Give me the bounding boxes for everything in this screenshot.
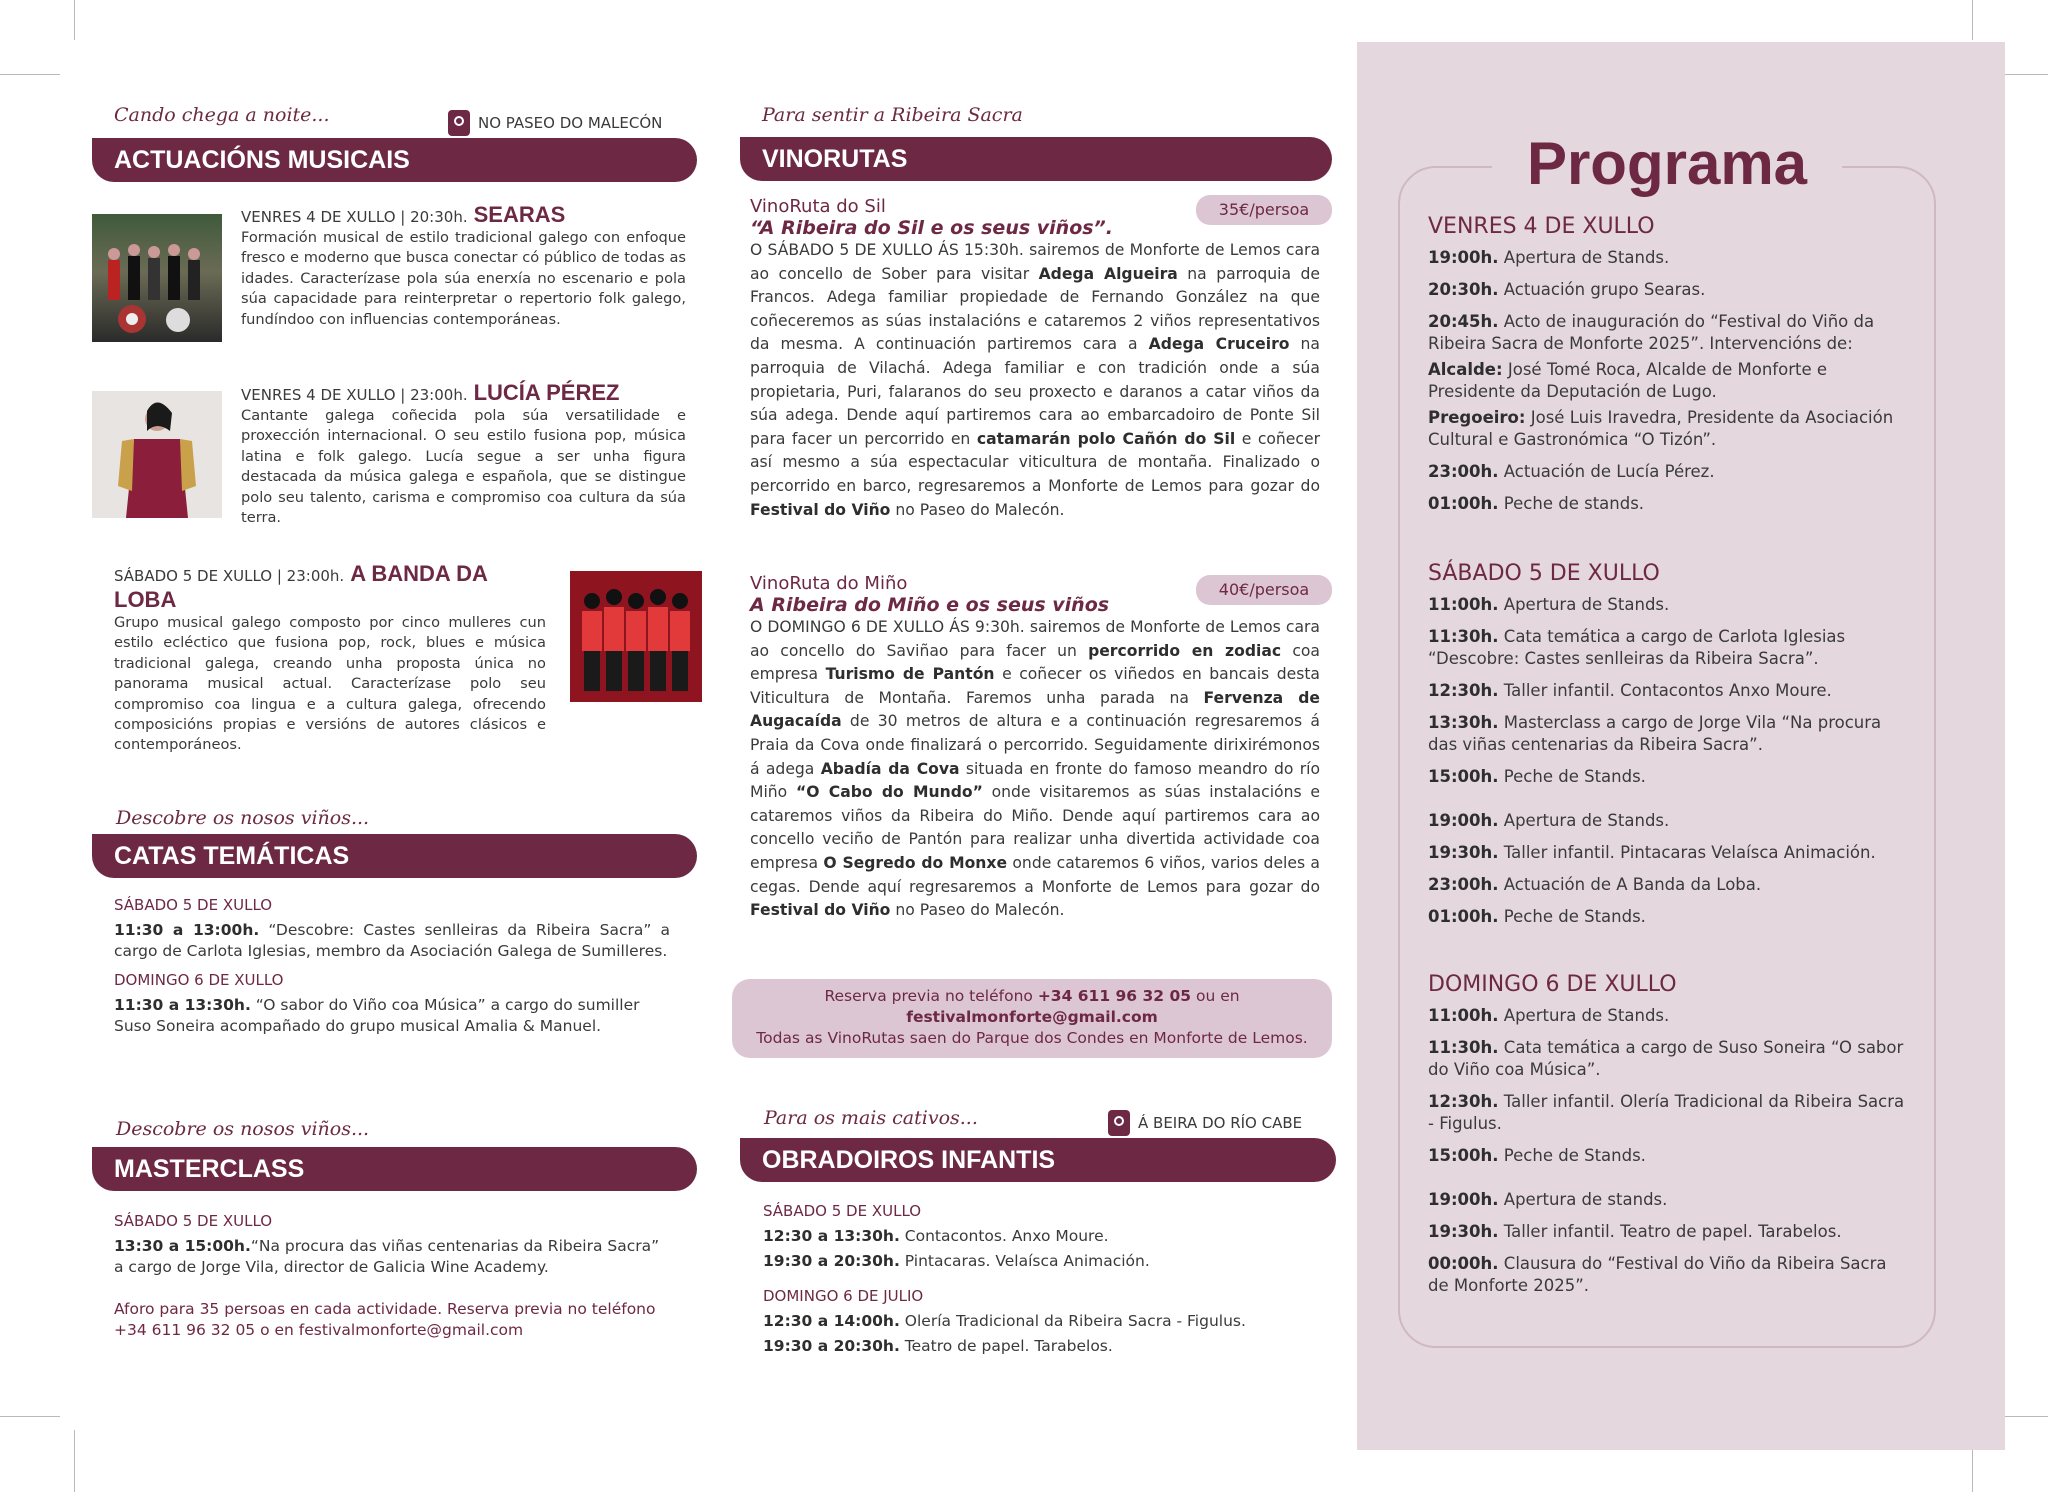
programa-item-time: 11:30h. <box>1428 1038 1499 1057</box>
vinorutas-title-bar: VINORUTAS <box>740 137 1332 181</box>
programa-item-time: 15:00h. <box>1428 1146 1499 1165</box>
text-run: onde cataremos 6 viños, varios deles a cegas. Dende aquí regresaremos a Monforte de Lemos para gozar do <box>750 853 1320 896</box>
vinoruta-sil-text <box>750 239 1320 522</box>
item-time: 12:30 a 13:30h. <box>763 1227 900 1245</box>
searas-description: Formación musical de estilo tradicional galego con enfoque fresco e moderno que busca conectar có público de todas as idades. Caracterízase pola súa enerxía no escenario e pola súa capacidade para reinterpretar o repertorio folk galego, fundíndoo con influencias contemporáneas. <box>241 229 686 328</box>
programa-item <box>1428 1145 1908 1167</box>
programa-item-text: Actuación de A Banda da Loba. <box>1503 875 1762 894</box>
programa-item-text: Acto de inauguración do “Festival do Viño da Ribeira Sacra de Monforte 2025”. Intervencións de: <box>1428 312 1875 353</box>
programa-item <box>1428 766 1908 788</box>
catas-day-1: SÁBADO 5 DE XULLO <box>114 896 273 914</box>
lucia-perez-header <box>241 380 686 406</box>
lucia-perez-photo <box>92 391 222 518</box>
catas-item-2-time: 11:30 a 13:30h. <box>114 996 251 1014</box>
item-text: Pintacaras. Velaísca Animación. <box>904 1251 1150 1270</box>
vinoruta-mino-subtitle: A Ribeira do Miño e os seus viños <box>750 594 1110 616</box>
text-run: de 30 metros de altura e a continuación regresaremos á Praia da Cova onde finalizará o percorrido. Seguidamente dirixirémonos á adega <box>750 712 1320 778</box>
bold-run: Adega Cruceiro <box>1148 335 1290 354</box>
lucia-perez-event <box>241 380 686 528</box>
obradoiros-title-bar: OBRADOIROS INFANTIS <box>740 1138 1336 1182</box>
crop-mark <box>0 1416 60 1417</box>
programa-item-text: Peche de Stands. <box>1503 907 1646 926</box>
programa-item-time: 01:00h. <box>1428 494 1499 513</box>
obradoiros-location <box>1108 1110 1302 1136</box>
programa-item <box>1428 810 1908 832</box>
vinoruta-mino-price-badge: 40€/persoa <box>1196 575 1332 605</box>
programa-title: Programa <box>1492 124 1842 204</box>
programa-item-text: Peche de Stands. <box>1503 1146 1646 1165</box>
programa-item-text: Cata temática a cargo de Suso Soneira “O sabor do Viño coa Música”. <box>1428 1038 1904 1079</box>
programa-item-time: 20:45h. <box>1428 312 1499 331</box>
vinorutas-reservation-box <box>732 979 1332 1058</box>
programa-item-text: Peche de stands. <box>1503 494 1645 513</box>
text-run: no Paseo do Malecón. <box>890 500 1065 519</box>
bold-run: Festival do Viño <box>750 500 891 519</box>
lucia-perez-description: Cantante galega coñecida pola súa versatilidade e proxección internacional. O seu estilo fusiona pop, música latina e folk galego. Lucía segue a ser unha figura destacada da música galega e española, que se distingue polo seu talento, carisma e compromiso coa cultura da súa terra. <box>241 407 686 527</box>
searas-header <box>241 202 686 228</box>
programa-item-time: 15:00h. <box>1428 767 1499 786</box>
bold-run: percorrido en zodiac <box>1088 641 1282 660</box>
programa-item-time: 01:00h. <box>1428 907 1499 926</box>
obradoiros-content <box>763 1202 1323 1366</box>
item-time: 19:30 a 20:30h. <box>763 1251 900 1270</box>
vinorutas-script-heading: Para sentir a Ribeira Sacra <box>762 104 1023 126</box>
banda-loba-date: SÁBADO 5 DE XULLO | 23:00h. <box>114 567 345 585</box>
bold-run: O Segredo do Monxe <box>823 853 1008 872</box>
obradoiros-d1-item-2 <box>763 1251 1323 1272</box>
item-text: Contacontos. Anxo Moure. <box>904 1227 1109 1245</box>
searas-event <box>241 202 686 330</box>
masterclass-content <box>114 1212 670 1350</box>
obradoiros-d1-item-1 <box>763 1226 1323 1247</box>
programa-item-time: 23:00h. <box>1428 462 1499 481</box>
programa-item-time: 12:30h. <box>1428 1092 1499 1111</box>
vinoruta-mino-text <box>750 616 1320 923</box>
programa-item <box>1428 874 1908 896</box>
text-run: onde visitaremos as súas instalacións e cataremos viños da Ribeira do Miño. Dende aquí partiremos cara ao concello veciño de Pantón para realizar unha divertida actividade coa empresa <box>750 783 1320 872</box>
bold-run: Fervenza de Augacaída <box>750 688 1320 731</box>
bold-run: Abadía da Cova <box>820 759 960 778</box>
programa-item-text: Peche de Stands. <box>1503 767 1646 786</box>
programa-item-time: 19:00h. <box>1428 811 1499 830</box>
programa-item-time: 11:00h. <box>1428 1006 1499 1025</box>
location-pin-icon <box>448 110 470 136</box>
location-pin-icon <box>1108 1110 1130 1136</box>
banda-loba-photo <box>570 571 702 702</box>
catas-content <box>114 896 670 1046</box>
programa-item <box>1428 1005 1908 1027</box>
crop-mark <box>0 74 60 75</box>
catas-script-heading: Descobre os nosos viños... <box>116 807 370 829</box>
programa-item-time: 19:00h. <box>1428 248 1499 267</box>
reservation-phone: +34 611 96 32 05 <box>1037 987 1192 1005</box>
vinoruta-sil <box>750 196 1320 522</box>
lucia-perez-name: LUCÍA PÉREZ <box>473 380 620 405</box>
programa-item <box>1428 247 1908 269</box>
text-run: O SÁBADO 5 DE XULLO ÁS 15:30h. sairemos de Monforte de Lemos cara ao concello de Sober para visitar <box>750 241 1320 283</box>
programa-item-time: 12:30h. <box>1428 681 1499 700</box>
crop-mark <box>74 0 75 40</box>
bold-run: catamarán polo Cañón do Sil <box>976 429 1236 448</box>
text-run: na parroquia de Francos. Adega familiar propiedade de Fernando González na que coñeceremos as súas instalacións e cataremos 2 viños representativos da mesma. A continuación partiremos cara a <box>750 264 1321 354</box>
musicais-location <box>448 110 662 136</box>
banda-loba-header <box>114 561 546 613</box>
programa-item <box>1428 359 1908 403</box>
bold-run: Festival do Viño <box>750 901 891 920</box>
programa-item-time: 00:00h. <box>1428 1254 1499 1273</box>
text-run: situada en fronte do famoso meandro do río Miño <box>750 759 1320 802</box>
banda-loba-event <box>114 561 546 756</box>
searas-name: SEARAS <box>473 202 566 227</box>
programa-item <box>1428 842 1908 864</box>
programa-item-text: Actuación grupo Searas. <box>1503 280 1706 299</box>
vinoruta-sil-title: VinoRuta do Sil <box>750 196 886 217</box>
programa-item <box>1428 1037 1908 1081</box>
programa-item <box>1428 1253 1908 1297</box>
text-run: na parroquia de Vilachá. Adega familiar e con tradición onde a súa propietaria, Puri, falaranos do seu proxecto e daranos a catar viños da súa adega. Dende aquí partiremos cara ao embarcadoiro de Ponte Sil para facer un percorrido en <box>750 335 1320 448</box>
programa-item <box>1428 461 1908 483</box>
catas-item-1-time: 11:30 a 13:00h. <box>114 921 260 939</box>
programa-day-3-heading: DOMINGO 6 DE XULLO <box>1428 972 1677 997</box>
programa-day-1-heading: VENRES 4 DE XULLO <box>1428 214 1655 239</box>
text-run: coa empresa <box>750 641 1320 684</box>
programa-item <box>1428 407 1908 451</box>
programa-item-text: Clausura do “Festival do Viño da Ribeira Sacra de Monforte 2025”. <box>1428 1254 1887 1295</box>
programa-item-text: José Tomé Roca, Alcalde de Monforte e Presidente da Deputación de Lugo. <box>1428 360 1828 401</box>
banda-loba-name: A BANDA DA LOBA <box>114 561 488 612</box>
reservation-line-1 <box>732 986 1332 1007</box>
programa-item-text: Actuación de Lucía Pérez. <box>1503 462 1715 481</box>
programa-item-text: Taller infantil. Pintacaras Velaísca Animación. <box>1503 843 1876 862</box>
masterclass-text: “Na procura das viñas centenarias da Ribeira Sacra” a cargo de Jorge Vila, director de Galicia Wine Academy. <box>114 1237 660 1276</box>
masterclass-item <box>114 1236 670 1277</box>
item-text: Olería Tradicional da Ribeira Sacra - Figulus. <box>904 1312 1246 1330</box>
programa-day-1 <box>1428 214 1908 525</box>
obradoiros-d2-item-1 <box>763 1311 1323 1332</box>
programa-item-time: 20:30h. <box>1428 280 1499 299</box>
item-time: 12:30 a 14:00h. <box>763 1312 900 1330</box>
programa-item-text: Apertura de Stands. <box>1503 248 1670 267</box>
lucia-perez-date: VENRES 4 DE XULLO | 23:00h. <box>241 386 468 404</box>
obradoiros-day-2: DOMINGO 6 DE JULIO <box>763 1287 924 1305</box>
reservation-line-3: Todas as VinoRutas saen do Parque dos Condes en Monforte de Lemos. <box>756 1029 1308 1047</box>
programa-item <box>1428 1091 1908 1135</box>
programa-item-text: Taller infantil. Teatro de papel. Tarabelos. <box>1503 1222 1842 1241</box>
programa-item <box>1428 712 1908 756</box>
obradoiros-script-heading: Para os mais cativos... <box>764 1107 978 1129</box>
text-run: O DOMINGO 6 DE XULLO ÁS 9:30h. sairemos de Monforte de Lemos cara ao concello do Saviñao para facer un <box>750 618 1320 660</box>
programa-item <box>1428 493 1908 515</box>
catas-item-1-text: “Descobre: Castes senlleiras da Ribeira Sacra” a cargo de Carlota Iglesias, membro da Asociación Galega de Sumilleres. <box>114 921 670 960</box>
programa-day-2 <box>1428 561 1908 938</box>
text-run: no Paseo do Malecón. <box>890 901 1065 920</box>
reservation-email: festivalmonforte@gmail.com <box>906 1008 1158 1026</box>
programa-item-text: Taller infantil. Olería Tradicional da Ribeira Sacra - Figulus. <box>1428 1092 1905 1133</box>
searas-date: VENRES 4 DE XULLO | 20:30h. <box>241 208 468 226</box>
vinoruta-mino-title: VinoRuta do Miño <box>750 573 908 594</box>
searas-photo <box>92 214 222 342</box>
programa-item-time: 13:30h. <box>1428 713 1499 732</box>
masterclass-script-heading: Descobre os nosos viños... <box>116 1118 370 1140</box>
programa-item-time: Pregoeiro: <box>1428 408 1526 427</box>
programa-item <box>1428 1189 1908 1211</box>
programa-item-time: 11:00h. <box>1428 595 1499 614</box>
crop-mark <box>74 1430 75 1492</box>
programa-item <box>1428 279 1908 301</box>
catas-title-bar: CATAS TEMÁTICAS <box>92 834 697 878</box>
catas-item-2 <box>114 995 670 1036</box>
item-text: Teatro de papel. Tarabelos. <box>904 1336 1113 1355</box>
programa-item-text: Masterclass a cargo de Jorge Vila “Na procura das viñas centenarias da Ribeira Sacra”. <box>1428 713 1882 754</box>
programa-item <box>1428 680 1908 702</box>
programa-item-time: 11:30h. <box>1428 627 1499 646</box>
reservation-text: ou en <box>1191 987 1240 1005</box>
programa-item <box>1428 594 1908 616</box>
programa-item-time: 19:00h. <box>1428 1190 1499 1209</box>
masterclass-note: Aforo para 35 persoas en cada actividade. Reserva previa no teléfono +34 611 96 32 05 o en festivalmonforte@gmail.com <box>114 1300 656 1339</box>
catas-item-1 <box>114 920 670 961</box>
bold-run: Adega Algueira <box>1038 264 1178 283</box>
obradoiros-day-1: SÁBADO 5 DE XULLO <box>763 1202 922 1220</box>
programa-item <box>1428 626 1908 670</box>
vinoruta-mino <box>750 573 1320 923</box>
musicais-script-heading: Cando chega a noite... <box>114 104 330 126</box>
musicais-title-bar: ACTUACIÓNS MUSICAIS <box>92 138 697 182</box>
crop-mark <box>1972 0 1973 40</box>
masterclass-day: SÁBADO 5 DE XULLO <box>114 1212 273 1230</box>
programa-item-text: Apertura de Stands. <box>1503 811 1670 830</box>
programa-day-3 <box>1428 972 1908 1307</box>
programa-item-time: 19:30h. <box>1428 1222 1499 1241</box>
programa-day-2-heading: SÁBADO 5 DE XULLO <box>1428 561 1660 586</box>
programa-item <box>1428 1221 1908 1243</box>
programa-item-text: Apertura de Stands. <box>1503 1006 1670 1025</box>
bold-run: “O Cabo do Mundo” <box>796 783 983 802</box>
obradoiros-d2-item-2 <box>763 1336 1323 1357</box>
vinoruta-sil-subtitle: “A Ribeira do Sil e os seus viños”. <box>750 217 1114 239</box>
programa-item-text: Cata temática a cargo de Carlota Iglesias “Descobre: Castes senlleiras da Ribeira Sacra”. <box>1428 627 1846 668</box>
text-run: e coñecer así mesmo a súa espectacular viticultura de montaña. Finalizado o percorrido en barco, regresaremos a Monforte de Lemos para gozar do <box>750 429 1320 495</box>
programa-item-text: Taller infantil. Contacontos Anxo Moure. <box>1503 681 1832 700</box>
text-run: e coñecer os viñedos en bancais desta Viticultura de Montaña. Faremos unha parada na <box>750 665 1320 707</box>
programa-item-text: Apertura de stands. <box>1503 1190 1668 1209</box>
programa-item-time: 23:00h. <box>1428 875 1499 894</box>
catas-day-2: DOMINGO 6 DE XULLO <box>114 971 284 989</box>
masterclass-time: 13:30 a 15:00h. <box>114 1237 251 1255</box>
programa-item <box>1428 906 1908 928</box>
vinoruta-sil-price-badge: 35€/persoa <box>1196 195 1332 225</box>
banda-loba-description: Grupo musical galego composto por cinco mulleres cun estilo ecléctico que fusiona pop, rock, blues e música tradicional galega, creando unha proposta única no panorama musical actual. Caracterízase polo seu compromiso coa lingua e a cultura galega, ofrecendo composicións propias e versións de autores clásicos e contemporáneos. <box>114 614 546 754</box>
obradoiros-location-text: Á BEIRA DO RÍO CABE <box>1138 1114 1303 1132</box>
musicais-location-text: NO PASEO DO MALECÓN <box>478 114 663 132</box>
reservation-line-2 <box>732 1007 1332 1028</box>
programa-item-time: 19:30h. <box>1428 843 1499 862</box>
programa-item-time: Alcalde: <box>1428 360 1503 379</box>
catas-item-2-text: “O sabor do Viño coa Música” a cargo do sumiller Suso Soneira acompañado do grupo musical Amalia & Manuel. <box>114 996 640 1035</box>
programa-item-text: Apertura de Stands. <box>1503 595 1670 614</box>
programa-item-text: José Luis Iravedra, Presidente da Asociación Cultural e Gastronómica “O Tizón”. <box>1428 408 1894 449</box>
bold-run: Turismo de Pantón <box>825 665 995 684</box>
masterclass-title-bar: MASTERCLASS <box>92 1147 697 1191</box>
item-time: 19:30 a 20:30h. <box>763 1336 900 1355</box>
reservation-text: Reserva previa no teléfono <box>824 987 1038 1005</box>
programa-item <box>1428 311 1908 355</box>
